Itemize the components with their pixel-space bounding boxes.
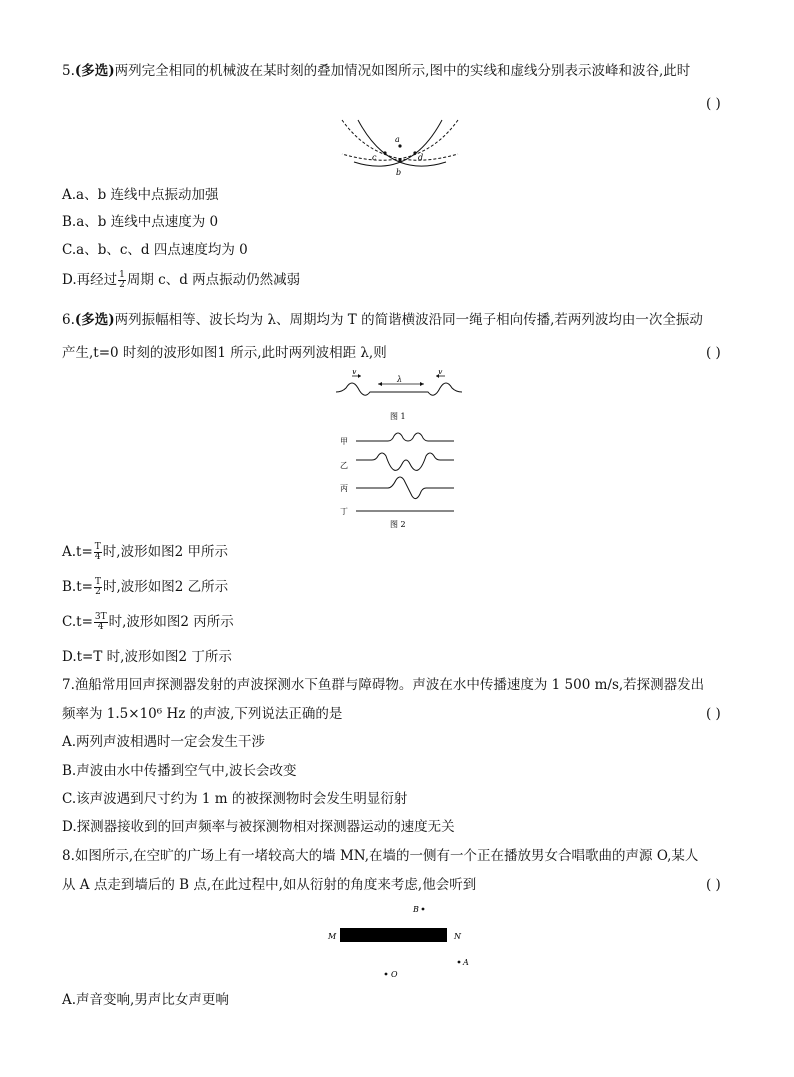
- q6-option-c-pre: C.t=: [62, 614, 93, 630]
- q5-stem-text: 两列完全相同的机械波在某时刻的叠加情况如图所示,图中的实线和虚线分别表示波峰和波谷,此时: [114, 63, 691, 79]
- q5-label-a: a: [395, 135, 400, 144]
- q5-label-d: d: [418, 153, 424, 162]
- q8-wall-mn: [340, 928, 447, 942]
- q5-label-b: b: [396, 168, 402, 177]
- q6-fig2-wave-yi: [356, 453, 454, 470]
- q5-option-d-fraction: [118, 271, 126, 290]
- q5-figure: [338, 118, 462, 178]
- q5-option-d-post: 周期 c、d 两点振动仍然减弱: [126, 272, 301, 288]
- q8-label-b: B: [413, 905, 419, 914]
- q6-option-b: [62, 578, 228, 597]
- q6-option-a: [62, 543, 228, 562]
- q6-fig2-caption: 图 2: [390, 520, 406, 529]
- q5-dashed-trough-right: [342, 120, 458, 160]
- q7-option-b: B.声波由水中传播到空气中,波长会改变: [62, 763, 297, 779]
- q6-figure-2: [334, 428, 464, 530]
- q5-frac-num: 1: [119, 270, 125, 280]
- q8-label-o: O: [391, 970, 398, 979]
- q5-frac-den: 2: [119, 280, 125, 290]
- q5-option-c: C.a、b、c、d 四点速度均为 0: [62, 242, 248, 258]
- q5-number: 5.: [62, 63, 75, 79]
- q5-stem: [62, 62, 690, 80]
- q6-tag: (多选): [74, 312, 115, 328]
- q6-fig2-label-ding: 丁: [340, 507, 348, 516]
- q6-option-b-post: 时,波形如图2 乙所示: [102, 579, 229, 595]
- q6-option-a-post: 时,波形如图2 甲所示: [102, 544, 228, 560]
- q5-answer-paren: ( ): [706, 96, 721, 112]
- q6-option-c-post: 时,波形如图2 丙所示: [108, 614, 234, 630]
- q6-stem-text1: 两列振幅相等、波长均为 λ、周期均为 T 的简谐横波沿同一绳子相向传播,若两列波均由一次全振动: [114, 312, 703, 328]
- q6-figure-1: [334, 370, 464, 426]
- q5-tag: (多选): [74, 63, 115, 79]
- q6-option-c: [62, 613, 234, 632]
- q6-c-frac-num: 3T: [94, 612, 107, 622]
- q6-option-c-fraction: [94, 613, 108, 632]
- q7-option-c: C.该声波遇到尺寸约为 1 m 的被探测物时会发生明显衍射: [62, 791, 408, 807]
- q6-fig2-label-jia: 甲: [340, 437, 348, 446]
- q6-fig2-label-bing: 丙: [340, 484, 348, 493]
- q6-fig1-v-right: v: [438, 370, 443, 376]
- q6-option-b-pre: B.t=: [62, 579, 93, 595]
- q8-answer-paren: ( ): [706, 877, 721, 893]
- q6-fig1-caption: 图 1: [390, 412, 406, 421]
- q7-option-d: D.探测器接收到的回声频率与被探测物相对探测器运动的速度无关: [62, 819, 455, 835]
- q8-figure: [320, 898, 480, 986]
- q6-fig1-rope: [336, 383, 462, 395]
- q8-stem-line2: 从 A 点走到墙后的 B 点,在此过程中,如从衍射的角度来考虑,他会听到: [62, 877, 477, 893]
- q6-stem-line2: 产生,t=0 时刻的波形如图1 所示,此时两列波相距 λ,则: [62, 345, 387, 361]
- q5-dashed-trough-left: [342, 120, 458, 160]
- q6-option-d: D.t=T 时,波形如图2 丁所示: [62, 649, 232, 665]
- q8-option-a: A.声音变响,男声比女声更响: [62, 992, 229, 1008]
- q6-fig1-v-left: v: [352, 370, 357, 376]
- q6-fig1-lambda: λ: [397, 375, 403, 384]
- q6-fig2-wave-bing: [356, 477, 454, 499]
- q7-answer-paren: ( ): [706, 706, 721, 722]
- q7-stem-line1: 7.渔船常用回声探测器发射的声波探测水下鱼群与障碍物。声波在水中传播速度为 1 500 m/s,若探测器发出: [62, 677, 705, 693]
- q7-option-a: A.两列声波相遇时一定会发生干涉: [62, 734, 266, 750]
- q6-a-frac-num: T: [94, 542, 101, 552]
- q7-stem-line2: 频率为 1.5×10⁶ Hz 的声波,下列说法正确的是: [62, 706, 343, 722]
- q5-option-b: B.a、b 连线中点速度为 0: [62, 214, 219, 230]
- q6-c-frac-den: 4: [97, 622, 104, 632]
- q6-option-a-pre: A.t=: [62, 544, 93, 560]
- q5-option-a: A.a、b 连线中点振动加强: [62, 187, 219, 203]
- q8-label-n: N: [454, 932, 461, 941]
- q5-label-c: c: [372, 153, 377, 162]
- q8-label-m: M: [328, 932, 337, 941]
- q5-option-d-pre: D.再经过: [62, 272, 118, 288]
- q6-a-frac-den: 4: [94, 552, 101, 562]
- q6-fig2-wave-jia: [356, 433, 454, 441]
- q6-b-frac-den: 2: [95, 587, 101, 597]
- q8-label-a: A: [463, 958, 469, 967]
- q6-option-a-fraction: [94, 543, 102, 562]
- q6-answer-paren: ( ): [706, 345, 721, 361]
- q5-option-d: [62, 271, 300, 290]
- q6-b-frac-num: T: [94, 577, 101, 587]
- q6-stem-line1: [62, 311, 703, 329]
- q6-fig2-label-yi: 乙: [340, 461, 348, 470]
- q6-option-b-fraction: [94, 578, 102, 597]
- q8-stem-line1: 8.如图所示,在空旷的广场上有一堵较高大的墙 MN,在墙的一侧有一个正在播放男女合唱歌曲的声源 O,某人: [62, 848, 699, 864]
- q6-number: 6.: [62, 312, 75, 328]
